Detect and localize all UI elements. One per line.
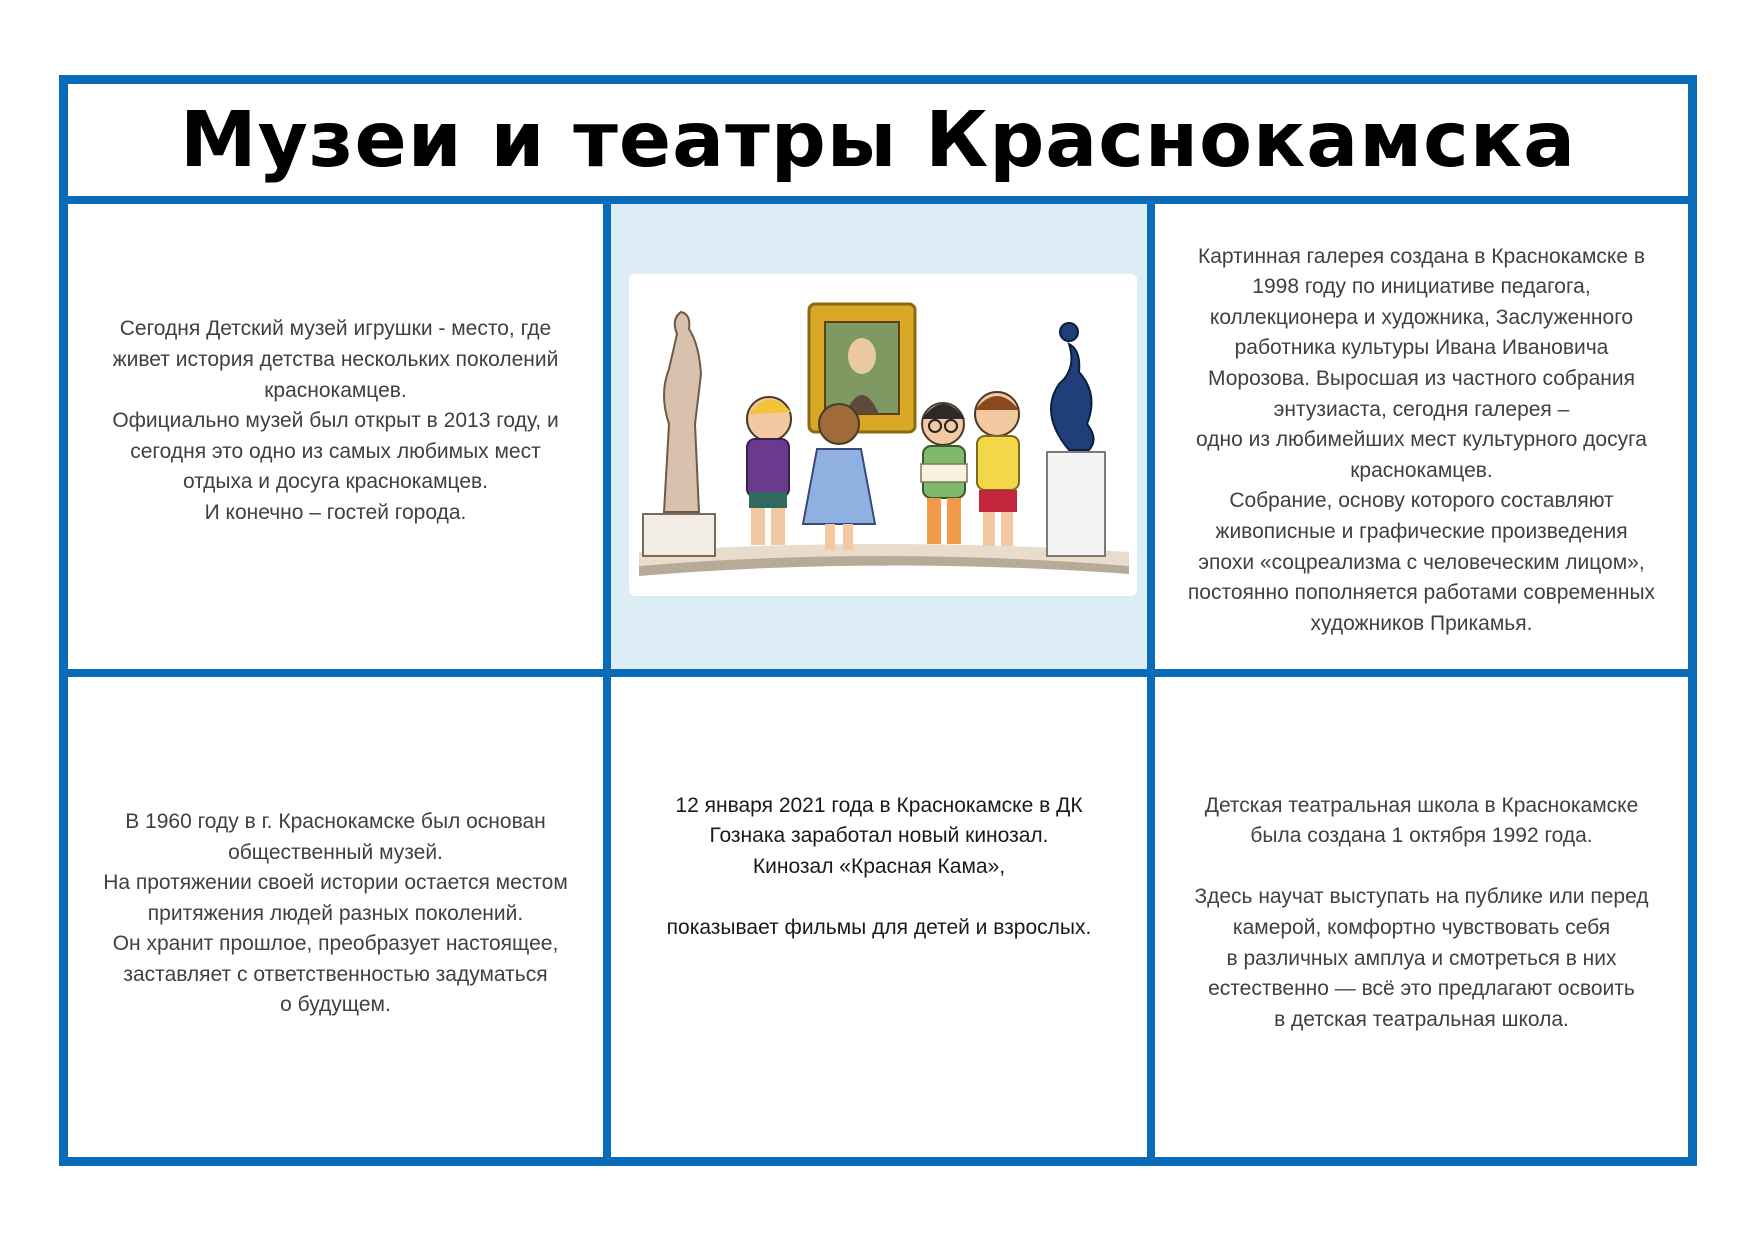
museum-illustration: [629, 274, 1137, 596]
page-title: Музеи и театры Краснокамска: [179, 95, 1577, 185]
theatre-school-text: Детская театральная школа в Краснокамске была создана 1 октября 1992 года. Здесь научат выступать на публике или перед камерой, комфортно чувствовать себя в различных амплуа и смотреться в них естественно — всё это предлагают освоить в детская театральная школа.: [1194, 793, 1649, 1031]
cinema-text: 12 января 2021 года в Краснокамске в ДК Гознака заработал новый кинозал. Кинозал «Красная Кама», показывает фильмы для детей и взрослых.: [666, 793, 1092, 939]
title-banner: [68, 84, 1688, 196]
public-museum-text: В 1960 году в г. Краснокамске был основан общественный музей. На протяжении своей истории остается местом притяжения людей разных поколений. Он хранит прошлое, преобразует настоящее, заставляет с ответственностью задуматься о будущем.: [103, 809, 568, 1017]
divider-vertical-right: [1147, 196, 1155, 1157]
cell-public-museum: [68, 677, 603, 1157]
cell-gallery: [1155, 204, 1688, 669]
cell-cinema: [611, 677, 1147, 1157]
divider-horizontal-middle: [68, 669, 1688, 677]
cell-illustration: [611, 204, 1147, 669]
divider-horizontal-top: [68, 196, 1688, 204]
toy-museum-text: Сегодня Детский музей игрушки - место, где живет история детства нескольких поколений краснокамцев. Официально музей был открыт в 2013 году, и сегодня это одно из самых любимых мест отдыха и досуга краснокамцев. И конечно – гостей города.: [112, 317, 559, 524]
poster-frame: [59, 75, 1697, 1166]
gallery-text: Картинная галерея создана в Краснокамске в 1998 году по инициативе педагога, коллекционера и художника, Заслуженного работника культуры Ивана Ивановича Морозова. Выросшая из частного собрания энтузиаста, сегодня галерея – одно из любимейших мест культурного досуга краснокамцев. Собрание, основу которого составляют живописные и графические произведения эпохи «соцреализма с человеческим лицом», постоянно пополняется работами современных художников Прикамья.: [1187, 244, 1656, 635]
cell-theatre-school: [1155, 677, 1688, 1157]
cell-toy-museum: [68, 204, 603, 669]
divider-vertical-left: [603, 196, 611, 1157]
